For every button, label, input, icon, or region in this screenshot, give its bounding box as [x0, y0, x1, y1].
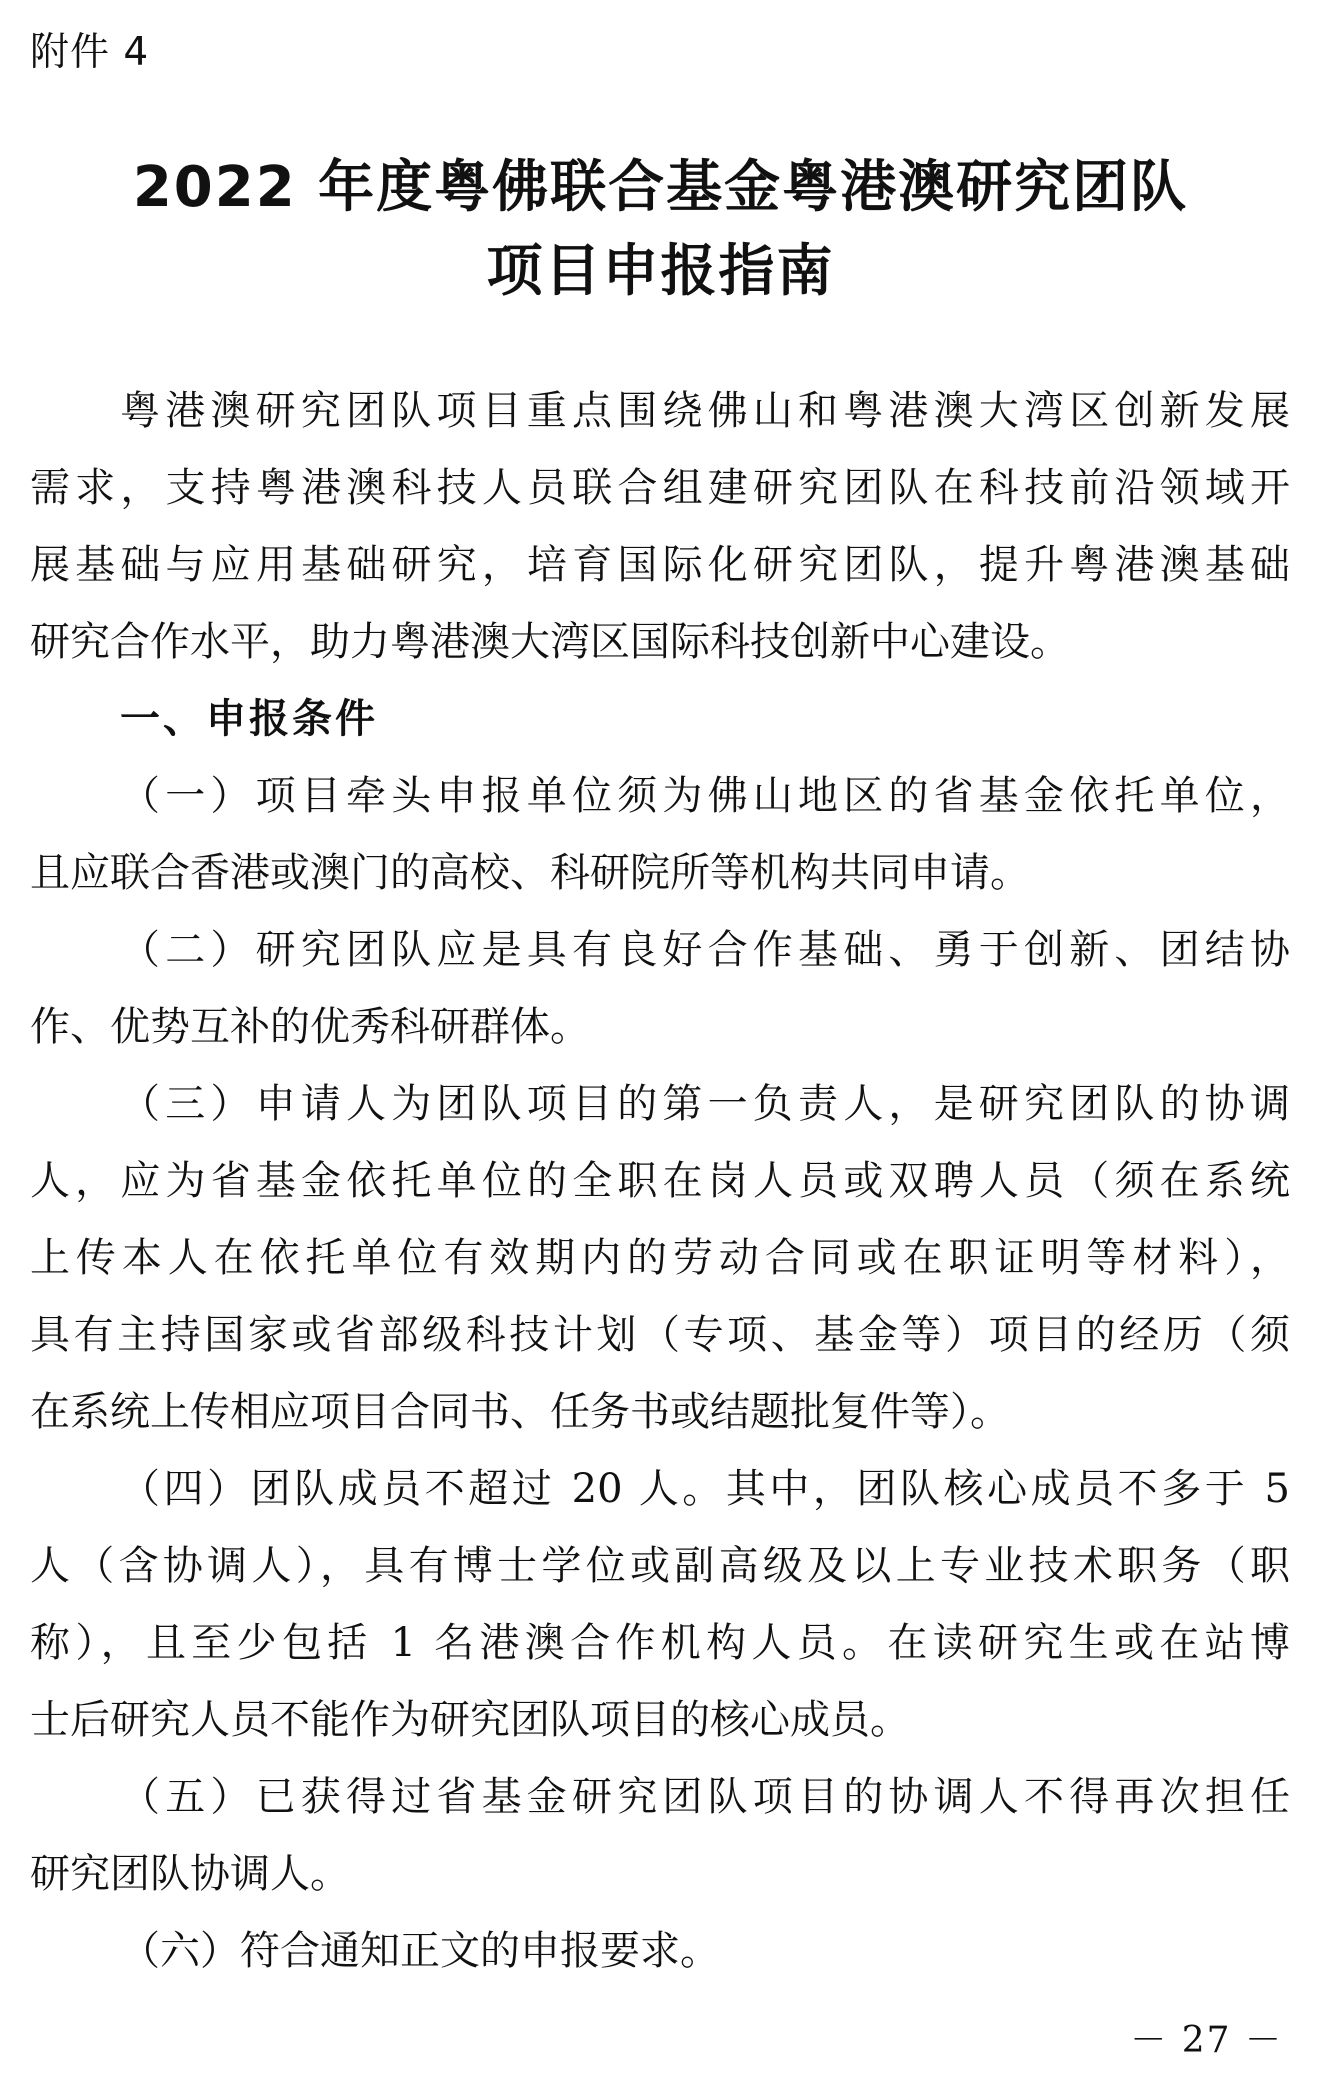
intro-line: 展基础与应用基础研究，培育国际化研究团队，提升粤港澳基础: [30, 542, 1290, 588]
condition-4-line: 称），且至少包括 1 名港澳合作机构人员。在读研究生或在站博: [30, 1620, 1290, 1666]
condition-3-line: 人，应为省基金依托单位的全职在岗人员或双聘人员（须在系统: [30, 1158, 1290, 1204]
condition-3-line: 在系统上传相应项目合同书、任务书或结题批复件等）。: [30, 1389, 1010, 1435]
condition-1-line: （一）项目牵头申报单位须为佛山地区的省基金依托单位，: [120, 773, 1290, 819]
section-heading: 一、申报条件: [120, 696, 378, 742]
condition-2-line: （二）研究团队应是具有良好合作基础、勇于创新、团结协: [120, 927, 1290, 973]
condition-4-line: 士后研究人员不能作为研究团队项目的核心成员。: [30, 1697, 910, 1743]
intro-line: 粤港澳研究团队项目重点围绕佛山和粤港澳大湾区创新发展: [120, 388, 1290, 434]
condition-3-line: 具有主持国家或省部级科技计划（专项、基金等）项目的经历（须: [30, 1312, 1290, 1358]
condition-3-line: （三）申请人为团队项目的第一负责人，是研究团队的协调: [120, 1081, 1290, 1127]
condition-4-line: （四）团队成员不超过 20 人。其中，团队核心成员不多于 5: [120, 1466, 1290, 1512]
condition-2-line: 作、优势互补的优秀科研群体。: [30, 1004, 590, 1050]
intro-line: 研究合作水平，助力粤港澳大湾区国际科技创新中心建设。: [30, 619, 1070, 665]
condition-4-line: 人（含协调人），具有博士学位或副高级及以上专业技术职务（职: [30, 1543, 1290, 1589]
condition-1-line: 且应联合香港或澳门的高校、科研院所等机构共同申请。: [30, 850, 1030, 896]
condition-3-line: 上传本人在依托单位有效期内的劳动合同或在职证明等材料），: [30, 1235, 1290, 1281]
document-title-line-2: 项目申报指南: [486, 239, 835, 304]
condition-6-line: （六）符合通知正文的申报要求。: [120, 1928, 720, 1974]
condition-5-line: （五）已获得过省基金研究团队项目的协调人不得再次担任: [120, 1774, 1290, 1820]
attachment-label: 附件 4: [30, 30, 150, 75]
document-title-line-1: 2022 年度粤佛联合基金粤港澳研究团队: [132, 155, 1189, 220]
condition-5-line: 研究团队协调人。: [30, 1851, 350, 1897]
intro-line: 需求，支持粤港澳科技人员联合组建研究团队在科技前沿领域开: [30, 465, 1290, 511]
page-number: － 27 －: [1130, 2020, 1283, 2061]
document-body: [30, 373, 1290, 1990]
